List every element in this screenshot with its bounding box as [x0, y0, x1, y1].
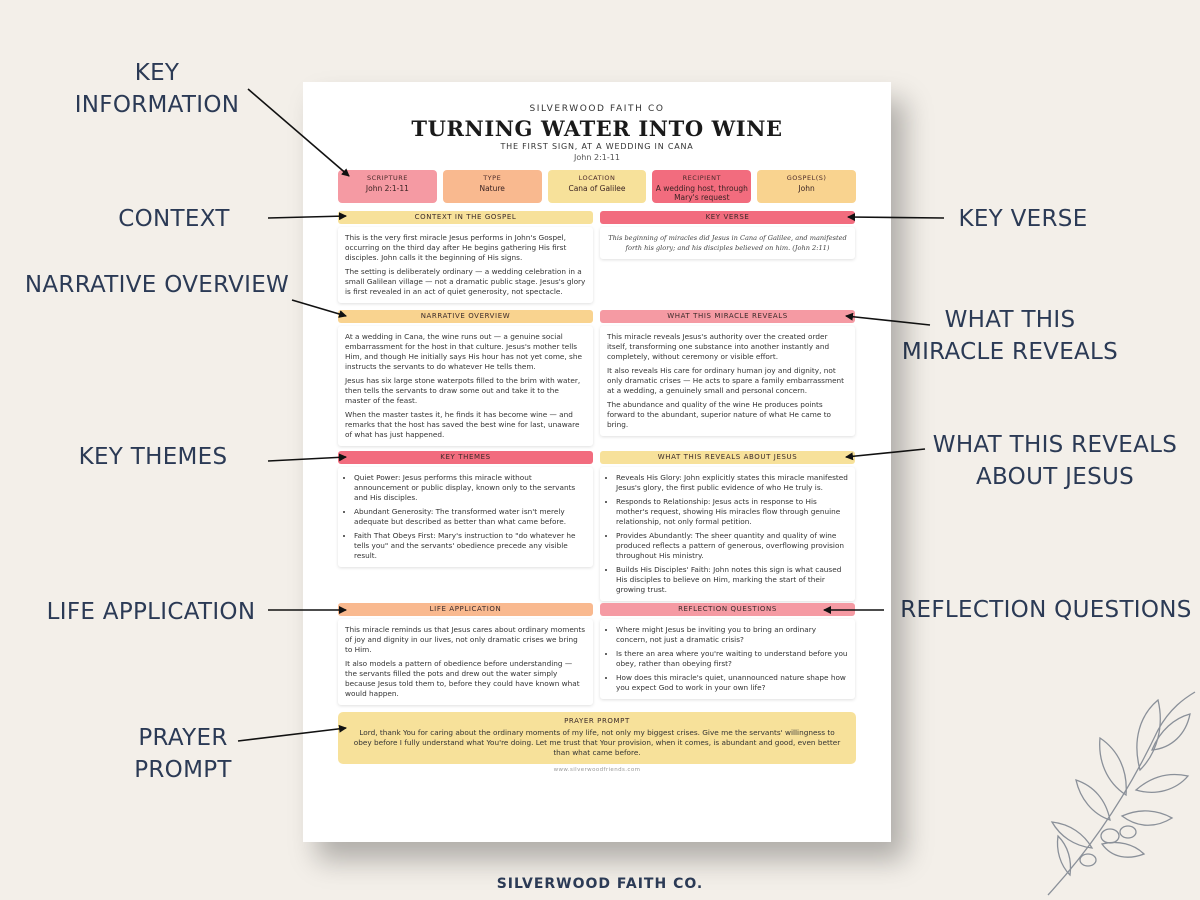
callout-what-this-reveals-about-jesus: WHAT THIS REVEALS ABOUT JESUS: [932, 432, 1178, 490]
section-what-this-reveals-about-jesus: [600, 451, 855, 601]
key-information-row: [338, 170, 856, 203]
worksheet-page: [303, 82, 891, 842]
info-gospels: GOSPEL(S) John: [757, 170, 856, 203]
list-item: • Faith That Obeys First: Mary's instruction to "do whatever he tells you" and the servants' obedience precede any visible result.: [354, 531, 586, 561]
info-type: TYPE Nature: [443, 170, 542, 203]
list-item: • Reveals His Glory: John explicitly states this miracle manifested Jesus's glory, the first public evidence of who He truly is.: [616, 473, 848, 493]
sheet-brand: SILVERWOOD FAITH CO: [529, 104, 665, 114]
list-item: • Provides Abundantly: The sheer quantity and quality of wine produced reflects a pattern of generous, overflowing provision throughout His ministry.: [616, 531, 848, 561]
section-key-verse: [600, 211, 855, 259]
section-context: [338, 211, 593, 303]
callout-life-application: LIFE APPLICATION: [46, 599, 256, 625]
callout-reflection-questions: REFLECTION QUESTIONS: [900, 597, 1192, 623]
callout-prayer-prompt: PRAYER PROMPT: [134, 725, 232, 783]
section-context-body: This is the very first miracle Jesus performs in John's Gospel, occurring on the third day after He begins gathering His first disciples. John calls it the beginning of His signs. The setting is deliberately ordinary — a wedding celebration in a small Galilean village — not a dramatic public stage. Jesus's glory is first revealed in an act of quiet generosity, not spectacle.: [338, 227, 593, 303]
brand-footer: SILVERWOOD FAITH CO.: [496, 876, 704, 892]
prayer-heading: PRAYER PROMPT: [564, 717, 630, 725]
section-context-heading: CONTEXT IN THE GOSPEL: [338, 211, 593, 224]
section-key-themes: [338, 451, 593, 567]
callout-what-this-miracle-reveals: WHAT THIS MIRACLE REVEALS: [901, 307, 1119, 365]
prayer-text: Lord, thank You for caring about the ordinary moments of my life, not only my biggest crises. Give me the servants' willingness to obey before I fully understand what You're doing. Let me trust that Your provision, when it comes, is abundant and good, even better than what came before.: [353, 728, 841, 757]
section-key-verse-heading: KEY VERSE: [600, 211, 855, 224]
list-item: • Where might Jesus be inviting you to bring an ordinary concern, not just a dramatic crisis?: [616, 625, 848, 645]
list-item: • Is there an area where you're waiting to understand before you obey, rather than obeying first?: [616, 649, 848, 669]
list-item: • Quiet Power: Jesus performs this miracle without announcement or public display, known only to the servants and His disciples.: [354, 473, 586, 503]
section-narrative-body: At a wedding in Cana, the wine runs out — a genuine social embarrassment for the host in that culture. Jesus's mother tells Him, and though He initially says His hour has not yet come, she instructs the servants to do whatever He tells them. Jesus has six large stone waterpots filled to the brim with water, then tells the servants to draw some out and take it to the master of the feast. When the master tastes it, he finds it has become wine — and remarks that the host has saved the best wine for last, unaware of what has just happened.: [338, 326, 593, 446]
section-narrative-heading: NARRATIVE OVERVIEW: [338, 310, 593, 323]
section-key-themes-body: [338, 467, 593, 567]
section-what-this-miracle-reveals: [600, 310, 855, 436]
callout-key-information: KEY INFORMATION: [74, 60, 240, 118]
section-key-verse-body: This beginning of miracles did Jesus in Cana of Galilee, and manifested forth his glory; and his disciples believed on him. (John 2:11): [600, 227, 855, 259]
list-item: • Abundant Generosity: The transformed water isn't merely adequate but described as better than what came before.: [354, 507, 586, 527]
section-reflection-heading: REFLECTION QUESTIONS: [600, 603, 855, 616]
section-about-jesus-heading: WHAT THIS REVEALS ABOUT JESUS: [600, 451, 855, 464]
sheet-title: TURNING WATER INTO WINE: [411, 116, 783, 141]
olive-branch-icon: [1040, 690, 1200, 900]
list-item: • Builds His Disciples' Faith: John notes this sign is what caused His disciples to believe on Him, marking the start of their growing trust.: [616, 565, 848, 595]
info-scripture: SCRIPTURE John 2:1-11: [338, 170, 437, 203]
info-recipient: RECIPIENT A wedding host, through Mary's request: [652, 170, 751, 203]
section-life-application: [338, 603, 593, 705]
section-life-application-body: This miracle reminds us that Jesus cares about ordinary moments of joy and dignity in our lives, not only dramatic crises we bring to Him. It also models a pattern of obedience before understanding — the servants filled the pots and drew out the water simply because Jesus told them to, before they could have known what would happen.: [338, 619, 593, 705]
list-item: • How does this miracle's quiet, unannounced nature shape how you expect God to work in your own life?: [616, 673, 848, 693]
list-item: • Responds to Relationship: Jesus acts in response to His mother's request, showing His miracles flow through genuine relationship, not only formal petition.: [616, 497, 848, 527]
info-location: LOCATION Cana of Galilee: [548, 170, 647, 203]
section-life-application-heading: LIFE APPLICATION: [338, 603, 593, 616]
section-reflection-body: [600, 619, 855, 699]
sheet-reference: John 2:1-11: [574, 153, 620, 162]
section-prayer-prompt: [338, 712, 856, 764]
callout-narrative-overview: NARRATIVE OVERVIEW: [24, 272, 290, 298]
sheet-website: www.silverwoodfriends.com: [553, 767, 641, 773]
callout-key-verse: KEY VERSE: [958, 206, 1088, 232]
section-about-jesus-body: [600, 467, 855, 601]
section-key-themes-heading: KEY THEMES: [338, 451, 593, 464]
sheet-subtitle: THE FIRST SIGN, AT A WEDDING IN CANA: [500, 142, 694, 151]
section-reflection-questions: [600, 603, 855, 699]
section-narrative-overview: [338, 310, 593, 446]
section-miracle-reveals-heading: WHAT THIS MIRACLE REVEALS: [600, 310, 855, 323]
callout-key-themes: KEY THEMES: [78, 444, 228, 470]
callout-context: CONTEXT: [118, 206, 230, 232]
section-miracle-reveals-body: This miracle reveals Jesus's authority over the created order itself, transforming one substance into another instantly and completely, without ceremony or visible effort. It also reveals His care for ordinary human joy and dignity, not only dramatic crises — He acts to spare a family embarrassment at a wedding, a genuinely small and personal concern. The abundance and quality of the wine He produces points forward to the abundant, superior nature of what He came to bring.: [600, 326, 855, 436]
